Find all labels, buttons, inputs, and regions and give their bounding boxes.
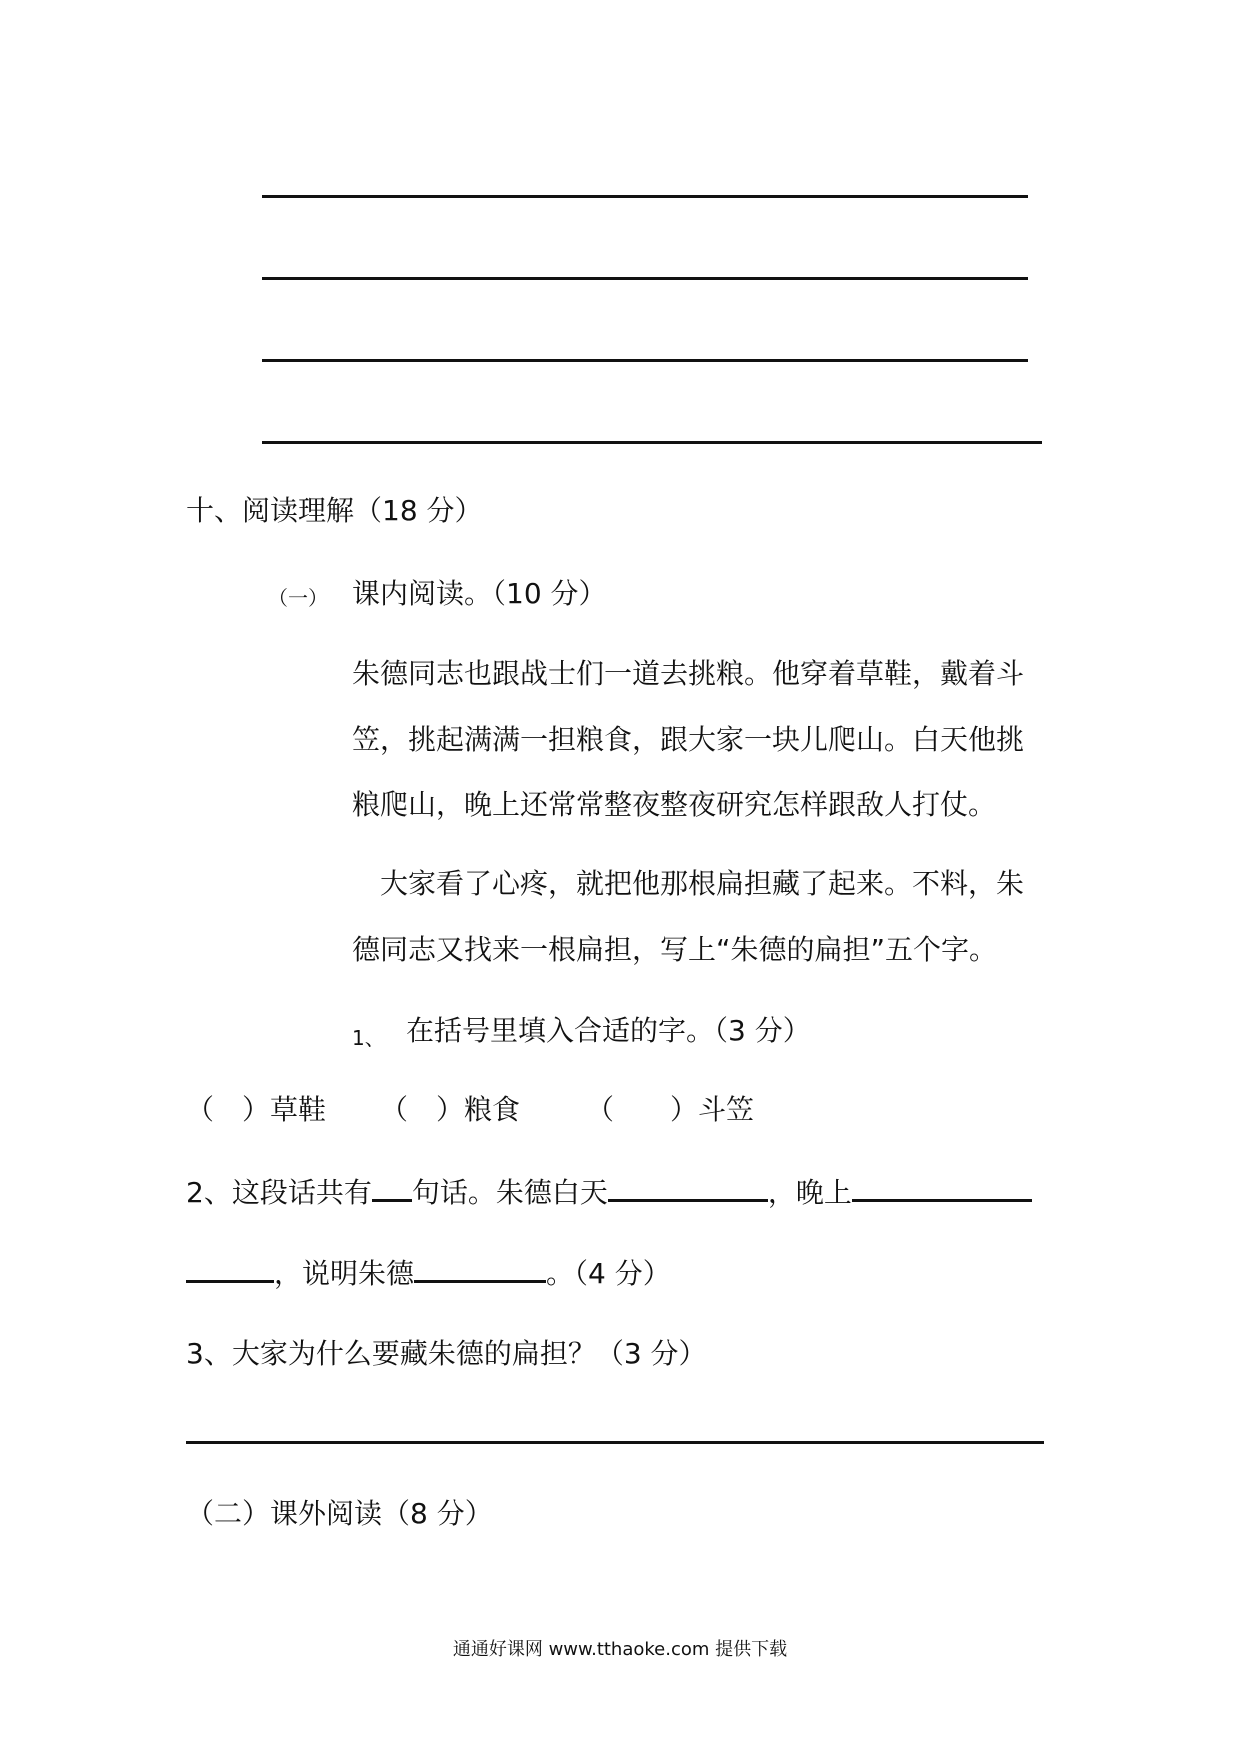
question-2-text: 句话。朱德白天 [411, 1176, 608, 1209]
passage-line: 笠，挑起满满一担粮食，跟大家一块儿爬山。白天他挑 [352, 723, 1025, 756]
question-2-line-1 [186, 1171, 1032, 1211]
answer-blank[interactable] [608, 1171, 768, 1202]
question-1-item: （ ）粮食 [380, 1093, 521, 1126]
question-1-item: （ ）斗笠 [586, 1093, 755, 1126]
answer-line [262, 441, 1042, 444]
question-1-item: （ ）草鞋 [186, 1093, 327, 1126]
part-one-title: 课内阅读。（10 分） [352, 577, 607, 610]
question-2-text: 2、这段话共有 [186, 1176, 372, 1209]
question-2-text: 。（4 分） [546, 1257, 671, 1290]
section-heading: 十、阅读理解（18 分） [186, 494, 483, 527]
passage-line: 朱德同志也跟战士们一道去挑粮。他穿着草鞋，戴着斗 [352, 657, 1025, 690]
question-3-text: 3、大家为什么要藏朱德的扁担？（3 分） [186, 1337, 707, 1370]
question-1-text: 在括号里填入合适的字。（3 分） [406, 1014, 811, 1047]
answer-blank[interactable] [372, 1171, 412, 1202]
question-2-text: ，说明朱德 [274, 1257, 415, 1290]
question-1-number: 1、 [352, 1026, 385, 1050]
answer-line [262, 277, 1028, 280]
passage-line: 大家看了心疼，就把他那根扁担藏了起来。不料，朱 [380, 867, 1025, 900]
question-2-text: ，晚上 [767, 1176, 852, 1209]
answer-line[interactable] [186, 1441, 1044, 1444]
part-two-title: （二）课外阅读（8 分） [186, 1497, 493, 1530]
answer-blank[interactable] [414, 1252, 546, 1283]
answer-line [262, 195, 1028, 198]
answer-blank[interactable] [186, 1252, 274, 1283]
passage-line: 粮爬山，晚上还常常整夜整夜研究怎样跟敌人打仗。 [352, 788, 997, 821]
question-2-line-2 [186, 1252, 671, 1292]
passage-line: 德同志又找来一根扁担，写上“朱德的扁担”五个字。 [352, 933, 998, 966]
footer-watermark: 通通好课网 www.tthaoke.com 提供下载 [452, 1639, 788, 1660]
answer-blank[interactable] [852, 1171, 1032, 1202]
answer-line [262, 359, 1028, 362]
part-one-label: （一） [268, 586, 328, 610]
